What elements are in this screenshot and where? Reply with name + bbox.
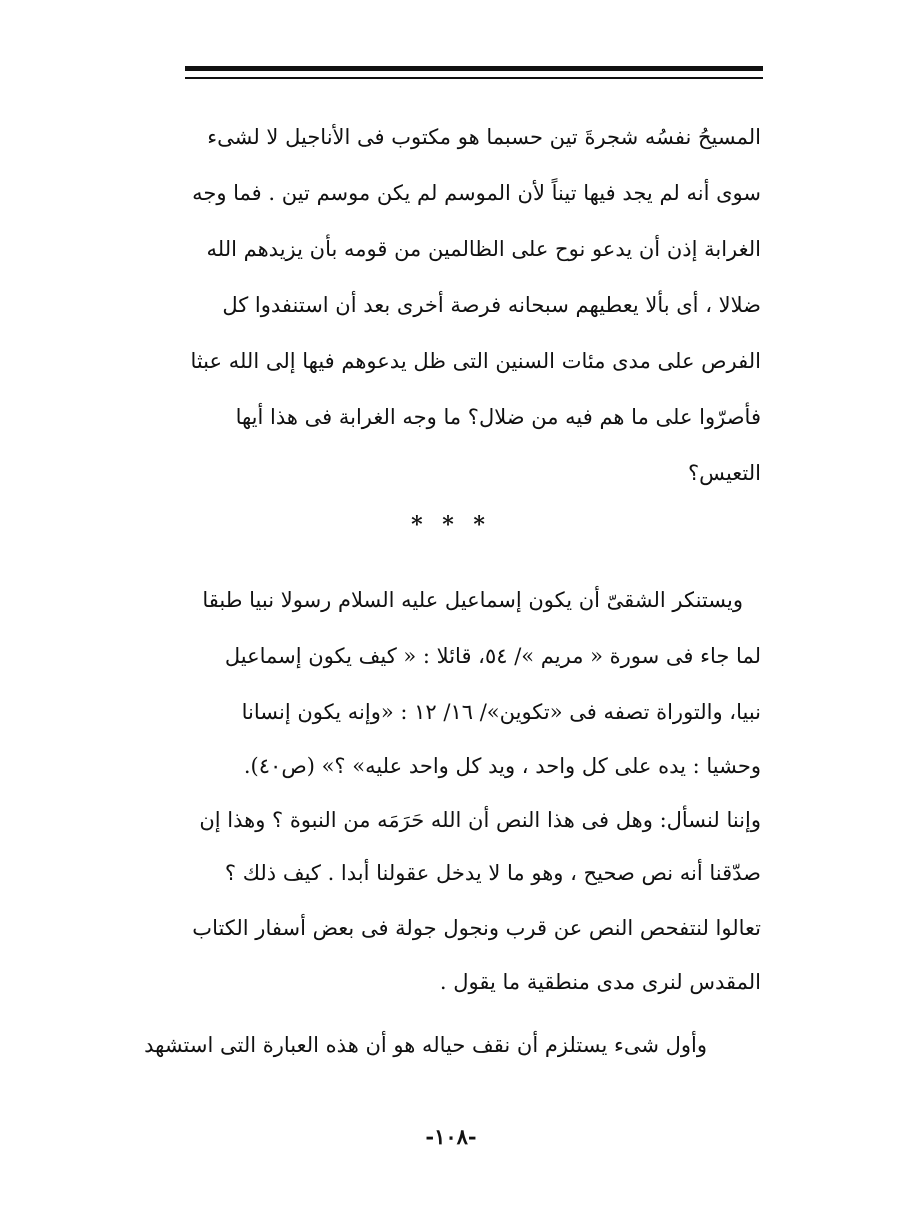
header-rule-thick <box>185 66 763 71</box>
text-line: تعالوا لنتفحص النص عن قرب ونجول جولة فى بعض أسفار الكتاب <box>192 916 761 940</box>
page-number: -١٠٨- <box>425 1124 477 1149</box>
text-line: وحشيا : يده على كل واحد ، ويد كل واحد عليه» ؟» (ص٤٠). <box>243 754 761 778</box>
text-line: لما جاء فى سورة « مريم »/ ٥٤، قائلا : « كيف يكون إسماعيل <box>224 644 761 668</box>
text-line: فأصرّوا على ما هم فيه من ضلال؟ ما وجه الغرابة فى هذا أيها <box>235 405 761 429</box>
text-line: ويستنكر الشقىّ أن يكون إسماعيل عليه السلام رسولا نبيا طبقا <box>202 588 743 612</box>
text-line: المسيحُ نفسُه شجرةَ تين حسبما هو مكتوب فى الأناجيل لا لشىء <box>207 125 761 149</box>
text-line: الغرابة إذن أن يدعو نوح على الظالمين من قومه بأن يزيدهم الله <box>206 237 761 261</box>
text-line: نبيا، والتوراة تصفه فى «تكوين»/ ١٦/ ١٢ : «وإنه يكون إنسانا <box>241 700 761 724</box>
section-separator: * * * <box>411 512 491 538</box>
text-line: المقدس لنرى مدى منطقية ما يقول . <box>439 970 761 994</box>
text-line: ضلالا ، أى بألا يعطيهم سبحانه فرصة أخرى بعد أن استنفدوا كل <box>222 293 761 317</box>
text-line: صدّقنا أنه نص صحيح ، وهو ما لا يدخل عقولنا أبدا . كيف ذلك ؟ <box>224 861 761 885</box>
text-line: وإننا لنسأل: وهل فى هذا النص أن الله حَرَمَه من النبوة ؟ وهذا إن <box>199 808 761 832</box>
text-line: التعيس؟ <box>688 461 761 485</box>
text-line: الفرص على مدى مئات السنين التى ظل يدعوهم فيها إلى الله عبثا <box>190 349 761 373</box>
header-rule-thin <box>185 77 763 79</box>
text-line: وأول شىء يستلزم أن نقف حياله هو أن هذه العبارة التى استشهد <box>144 1033 707 1057</box>
text-line: سوى أنه لم يجد فيها تيناً لأن الموسم لم يكن موسم تين . فما وجه <box>192 181 761 205</box>
